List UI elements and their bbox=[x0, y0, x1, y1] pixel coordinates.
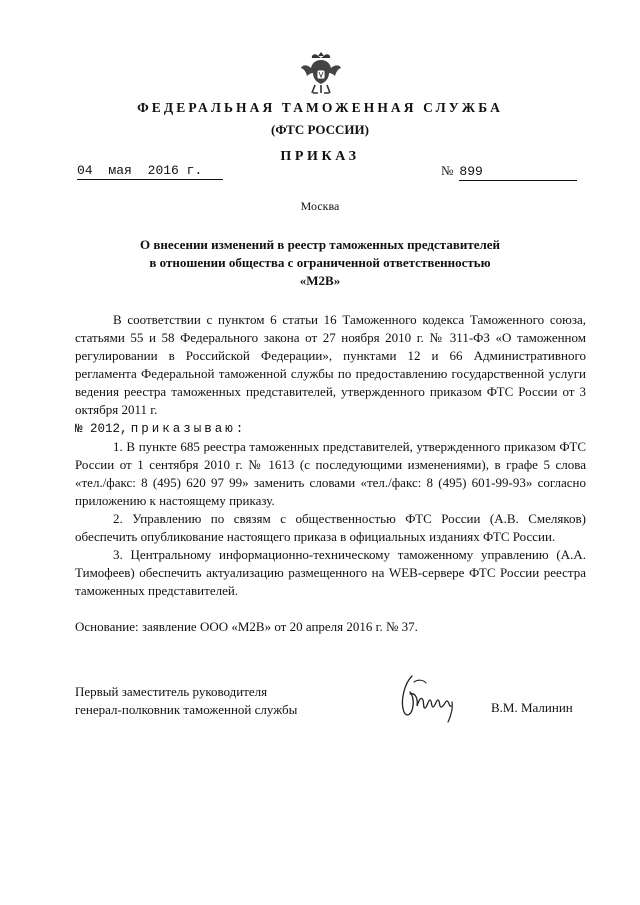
order-number-value: 899 bbox=[459, 164, 577, 181]
number-sign: № bbox=[441, 163, 454, 178]
signer-position-line: генерал-полковник таможенной службы bbox=[75, 702, 298, 717]
order-number bbox=[441, 163, 587, 181]
subject-line: О внесении изменений в реестр таможенных представителей bbox=[139, 237, 501, 252]
signer-position-line: Первый заместитель руководителя bbox=[75, 684, 268, 699]
document-type: ПРИКАЗ bbox=[280, 149, 360, 164]
organization-name: ФЕДЕРАЛЬНАЯ ТАМОЖЕННАЯ СЛУЖБА bbox=[137, 100, 503, 115]
order-subject bbox=[0, 236, 640, 290]
handwritten-signature bbox=[398, 670, 460, 726]
order-date bbox=[77, 163, 223, 180]
item-paragraph: 2. Управлению по связям с общественностью ФТС России (А.В. Смеляков) обеспечить опубликование настоящего приказа в официальных изданиях ФТС России. bbox=[75, 511, 586, 544]
basis-paragraph: Основание: заявление ООО «М2В» от 20 апреля 2016 г. № 37. bbox=[75, 619, 418, 634]
subject-line: в отношении общества с ограниченной ответственностью bbox=[149, 255, 491, 270]
city: Москва bbox=[300, 199, 340, 213]
order-body bbox=[75, 311, 586, 636]
order-word: приказываю: bbox=[130, 422, 247, 436]
item-paragraph: 1. В пункте 685 реестра таможенных представителей, утвержденного приказом ФТС России от 1 сентября 2010 г. № 1613 (с последующими изменениями), в графе 5 слова «тел./факс: 8 (495) 620 97 99» заменить словами «тел./факс: 8 (495) 601-99-93» согласно приложению к настоящему приказу. bbox=[75, 439, 586, 508]
signer-position bbox=[75, 683, 297, 719]
intro-tail bbox=[75, 419, 586, 438]
subject-line: «М2В» bbox=[299, 273, 341, 288]
order-day: 04 bbox=[77, 163, 93, 178]
order-month: мая bbox=[108, 163, 132, 178]
order-year: 2016 г. bbox=[147, 163, 203, 178]
coat-of-arms-icon bbox=[300, 48, 342, 98]
organization-short-name: (ФТС РОССИИ) bbox=[271, 122, 369, 137]
intro-paragraph: В соответствии с пунктом 6 статьи 16 Таможенного кодекса Таможенного союза, статьями 55 и 58 Федерального закона от 27 ноября 2010 г. № 311-ФЗ «О таможенном регулировании в Российской Федерации», пунктами 12 и 66 Административного регламента Федеральной таможенной службы по предоставлению государственной услуги ведения реестра таможенных представителей, утвержденного приказом ФТС России от 3 октября 2011 г. bbox=[75, 312, 586, 417]
signer-name: В.М. Малинин bbox=[491, 700, 573, 715]
intro-tail-number: № 2012, bbox=[75, 422, 128, 436]
item-paragraph: 3. Центральному информационно-техническому таможенному управлению (А.А. Тимофеев) обеспечить актуализацию размещенного на WEB-сервере ФТС России реестра таможенных представителей. bbox=[75, 547, 586, 598]
